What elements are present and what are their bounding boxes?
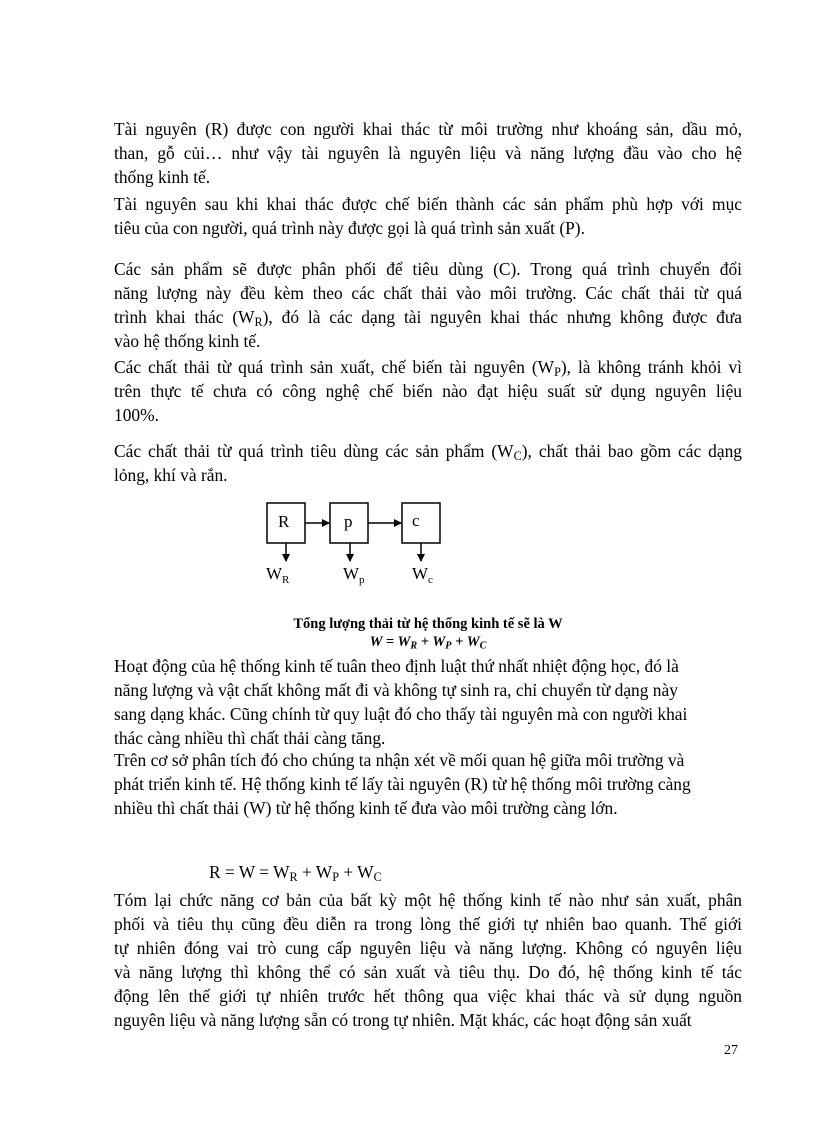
text-line: Các chất thải từ quá trình sản xuất, chế biến tài nguyên $(W_P)$, là không tránh khỏi vì <box>114 357 742 380</box>
text-line: tự nhiên đóng vai trò cung cấp nguyên liệu và năng lượng. Không có nguyên liệu <box>114 938 742 958</box>
text-line: Tài nguyên (R) được con người khai thác từ môi trường như khoáng sản, dầu mỏ, <box>114 119 742 139</box>
paragraph-consumption-waste <box>114 439 742 487</box>
text-line: trên thực tế chưa có công nghệ chế biến nào đạt hiệu suất sử dụng nguyên liệu <box>114 381 742 401</box>
text-line: Tóm lại chức năng cơ bản của bất kỳ một hệ thống kinh tế nào như sản xuất, phân <box>114 890 742 910</box>
waste-label-c: $W_c$ <box>412 564 433 586</box>
paragraph-resources <box>114 117 742 189</box>
balance-equation: $R = W = W_R + W_P + W_C$ <box>209 862 382 885</box>
text-line: tiêu của con người, quá trình này được gọi là quá trình sản xuất (P). <box>114 218 585 238</box>
paragraph-relationship <box>114 748 742 820</box>
text-line: vào hệ thống kinh tế. <box>114 331 261 351</box>
paragraph-production-waste <box>114 355 742 427</box>
paragraph-summary <box>114 888 742 1032</box>
text-line: sang dạng khác. Cũng chính từ quy luật đó cho thấy tài nguyên mà con người khai <box>114 704 688 724</box>
text-line: Các sản phẩm sẽ được phân phối để tiêu dùng (C). Trong quá trình chuyển đổi <box>114 259 742 279</box>
text-line: nguyên liệu và năng lượng sẵn có trong tự nhiên. Mặt khác, các hoạt động sản xuất <box>114 1010 692 1030</box>
waste-label-r: $W_R$ <box>266 564 290 586</box>
box-consumption <box>402 503 440 543</box>
diagram-caption: Tổng lượng thải từ hệ thống kinh tế sẽ là W <box>293 616 563 632</box>
text-line: trình khai thác $(W_R)$, đó là các dạng tài nguyên khai thác nhưng không được đưa <box>114 307 742 330</box>
text-line: năng lượng này đều kèm theo các chất thải vào môi trường. Các chất thải từ quá <box>114 283 742 303</box>
text-line: thống kinh tế. <box>114 167 211 187</box>
text-line: phát triển kinh tế. Hệ thống kinh tế lấy tài nguyên (R) từ hệ thống môi trường càng <box>114 774 691 794</box>
paragraph-thermodynamics <box>114 654 742 750</box>
paragraph-production <box>114 192 742 240</box>
waste-label-p: $W_p$ <box>343 564 365 586</box>
paragraph-consumption <box>114 257 742 353</box>
text-line: và năng lượng thì không thể có sản xuất và tiêu thụ. Do đó, hệ thống kinh tế tác <box>114 962 742 982</box>
text-line: phối và tiêu thụ cũng đều diễn ra trong lòng thế giới tự nhiên bao quanh. Thế giới <box>114 914 742 934</box>
text-line: động lên thế giới tự nhiên trước hết thông qua việc khai thác và sử dụng nguồn <box>114 986 742 1006</box>
text-line: nhiều thì chất thải (W) từ hệ thống kinh tế đưa vào môi trường càng lớn. <box>114 798 618 818</box>
text-line: thác càng nhiều thì chất thải càng tăng. <box>114 728 386 748</box>
text-line: năng lượng và vật chất không mất đi và không tự sinh ra, chỉ chuyển từ dạng này <box>114 680 678 700</box>
box-label-c: c <box>412 511 420 530</box>
text-line: than, gỗ củi… như vậy tài nguyên là nguyên liệu và năng lượng đầu vào cho hệ <box>114 143 742 163</box>
box-label-r: R <box>278 512 290 531</box>
text-line: 100%. <box>114 405 159 425</box>
text-line: Tài nguyên sau khi khai thác được chế biến thành các sản phẩm phù hợp với mục <box>114 194 742 214</box>
text-line: Trên cơ sở phân tích đó cho chúng ta nhận xét về mối quan hệ giữa môi trường và <box>114 750 685 770</box>
text-line: lỏng, khí và rắn. <box>114 465 228 485</box>
flow-diagram <box>250 497 480 592</box>
caption-formula: $W = W_R + W_P + W_C$ <box>369 634 487 652</box>
text-line: Hoạt động của hệ thống kinh tế tuân theo định luật thứ nhất nhiệt động học, đó là <box>114 656 679 676</box>
page-number: 27 <box>724 1043 738 1058</box>
text-line: Các chất thải từ quá trình tiêu dùng các sản phẩm $(W_C)$, chất thải bao gồm các dạng <box>114 441 742 464</box>
box-label-p: p <box>344 512 353 531</box>
